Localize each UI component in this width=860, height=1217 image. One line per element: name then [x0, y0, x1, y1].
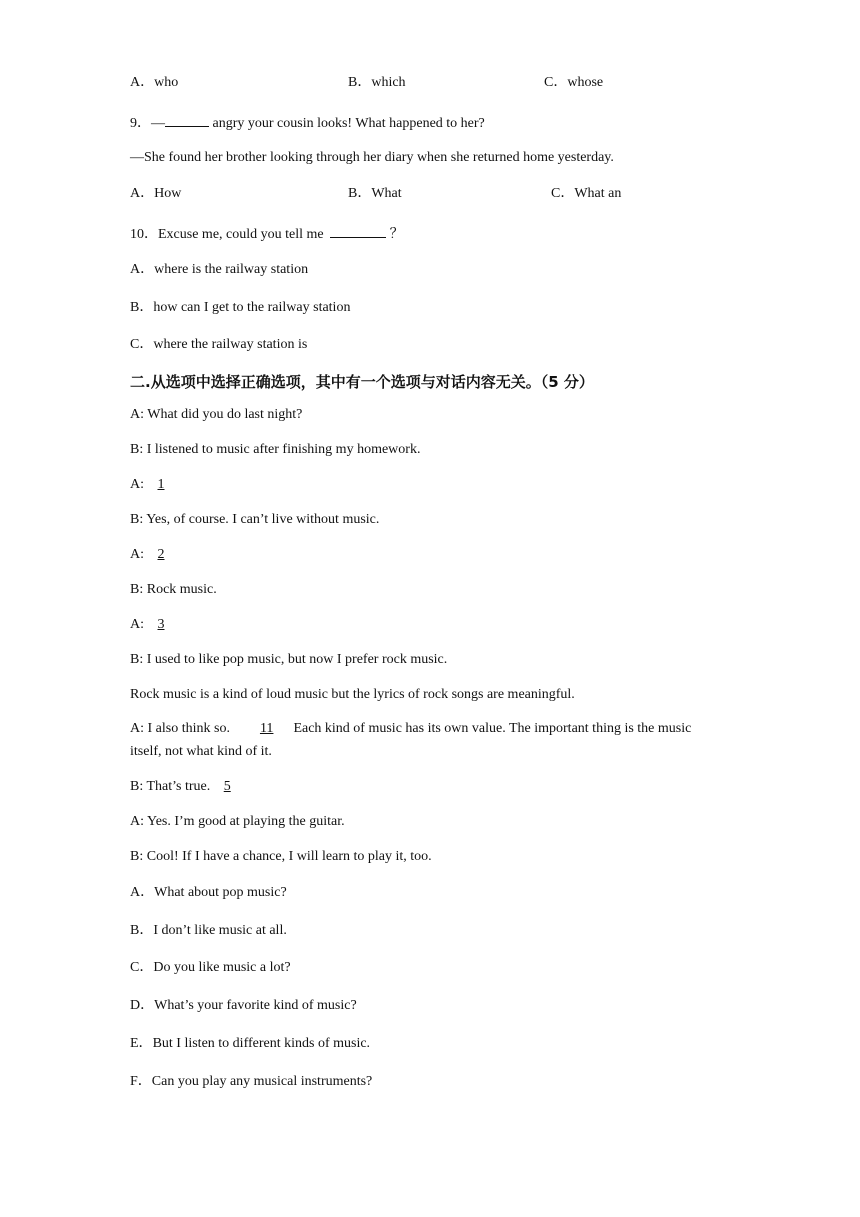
- choice-c: [130, 959, 291, 977]
- option-text: where the railway station is: [153, 337, 308, 352]
- q10-option-c: [130, 336, 307, 354]
- choice-b: [130, 922, 287, 940]
- option-letter: B．: [348, 186, 372, 201]
- option-text: who: [154, 75, 179, 90]
- answer-blank: [330, 223, 386, 238]
- dialogue-line-blank-2: [130, 546, 175, 564]
- q8-option-c: [544, 74, 603, 92]
- option-letter: C．: [130, 960, 154, 975]
- option-letter: A．: [130, 262, 155, 277]
- q8-option-b: [348, 74, 406, 92]
- option-text: which: [371, 75, 406, 90]
- q9-stem: [130, 112, 485, 133]
- option-letter: D．: [130, 998, 155, 1013]
- section-heading: 二.从选项中选择正确选项，其中有一个选项与对话内容无关。（5 分）: [130, 373, 594, 391]
- option-letter: F．: [130, 1074, 152, 1089]
- speaker: A:: [130, 547, 148, 562]
- choice-f: [130, 1073, 372, 1091]
- q10-option-b: [130, 299, 350, 317]
- option-text: But I listen to different kinds of music.: [152, 1036, 371, 1051]
- dialogue-line-blank-5: [130, 778, 241, 796]
- dialogue-line: B: Cool! If I have a chance, I will learn to play it, too.: [130, 849, 432, 864]
- option-letter: A．: [130, 885, 155, 900]
- option-text: What an: [574, 186, 622, 201]
- option-text: Can you play any musical instruments?: [151, 1074, 373, 1089]
- option-text: I don’t like music at all.: [153, 923, 287, 938]
- dialogue-text: Each kind of music has its own value. The important thing is the music itself, not what kind of it.: [130, 721, 692, 759]
- answer-blank: [165, 112, 209, 127]
- dialogue-line: B: Rock music.: [130, 582, 217, 597]
- dialogue-line-blank-1: [130, 476, 175, 494]
- option-letter: B．: [130, 923, 154, 938]
- q10-stem: [130, 223, 404, 244]
- speaker: A:: [130, 617, 148, 632]
- option-text: whose: [567, 75, 604, 90]
- option-text: how can I get to the railway station: [153, 300, 351, 315]
- dialogue-line: B: Yes, of course. I can’t live without music.: [130, 512, 380, 527]
- dialogue-line: B: I listened to music after finishing my homework.: [130, 442, 421, 457]
- option-letter: C．: [551, 186, 575, 201]
- option-text: How: [154, 186, 182, 201]
- question-number: 10．: [130, 227, 158, 242]
- option-letter: A．: [130, 75, 155, 90]
- option-letter: B．: [130, 300, 154, 315]
- option-letter: C．: [130, 337, 154, 352]
- dash: —: [151, 116, 165, 131]
- blank-number: 3: [157, 617, 165, 632]
- blank-number: 11: [259, 721, 274, 736]
- speaker: A:: [130, 477, 148, 492]
- question-number: 9．: [130, 116, 151, 131]
- dialogue-text: A: I also think so.: [130, 721, 230, 736]
- question-text: Excuse me, could you tell me: [158, 227, 328, 242]
- option-text: where is the railway station: [154, 262, 309, 277]
- q9-option-a: [130, 185, 181, 203]
- q8-option-a: [130, 74, 178, 92]
- dialogue-text: B: That’s true.: [130, 779, 214, 794]
- option-letter: A．: [130, 186, 155, 201]
- q9-response: —She found her brother looking through her diary when she returned home yesterday.: [130, 150, 614, 165]
- blank-number: 2: [157, 547, 165, 562]
- q10-option-a: [130, 261, 308, 279]
- dialogue-line: Rock music is a kind of loud music but the lyrics of rock songs are meaningful.: [130, 687, 575, 702]
- q9-option-b: [348, 185, 402, 203]
- question-end: ？: [386, 227, 404, 242]
- option-letter: E．: [130, 1036, 153, 1051]
- option-text: What’s your favorite kind of music?: [154, 998, 357, 1013]
- option-text: What: [371, 186, 402, 201]
- dialogue-line-blank-3: [130, 616, 175, 634]
- question-text: angry your cousin looks! What happened to her?: [209, 116, 485, 131]
- option-letter: B．: [348, 75, 372, 90]
- dialogue-line: A: What did you do last night?: [130, 407, 303, 422]
- choice-e: [130, 1035, 370, 1053]
- q9-option-c: [551, 185, 621, 203]
- blank-number: 1: [157, 477, 165, 492]
- option-text: Do you like music a lot?: [153, 960, 291, 975]
- dialogue-line-blank-4: [130, 717, 720, 763]
- option-text: What about pop music?: [154, 885, 287, 900]
- dialogue-line: B: I used to like pop music, but now I prefer rock music.: [130, 652, 448, 667]
- choice-a: [130, 884, 287, 902]
- option-letter: C．: [544, 75, 568, 90]
- dialogue-line: A: Yes. I’m good at playing the guitar.: [130, 814, 345, 829]
- choice-d: [130, 997, 357, 1015]
- blank-number: 5: [223, 779, 231, 794]
